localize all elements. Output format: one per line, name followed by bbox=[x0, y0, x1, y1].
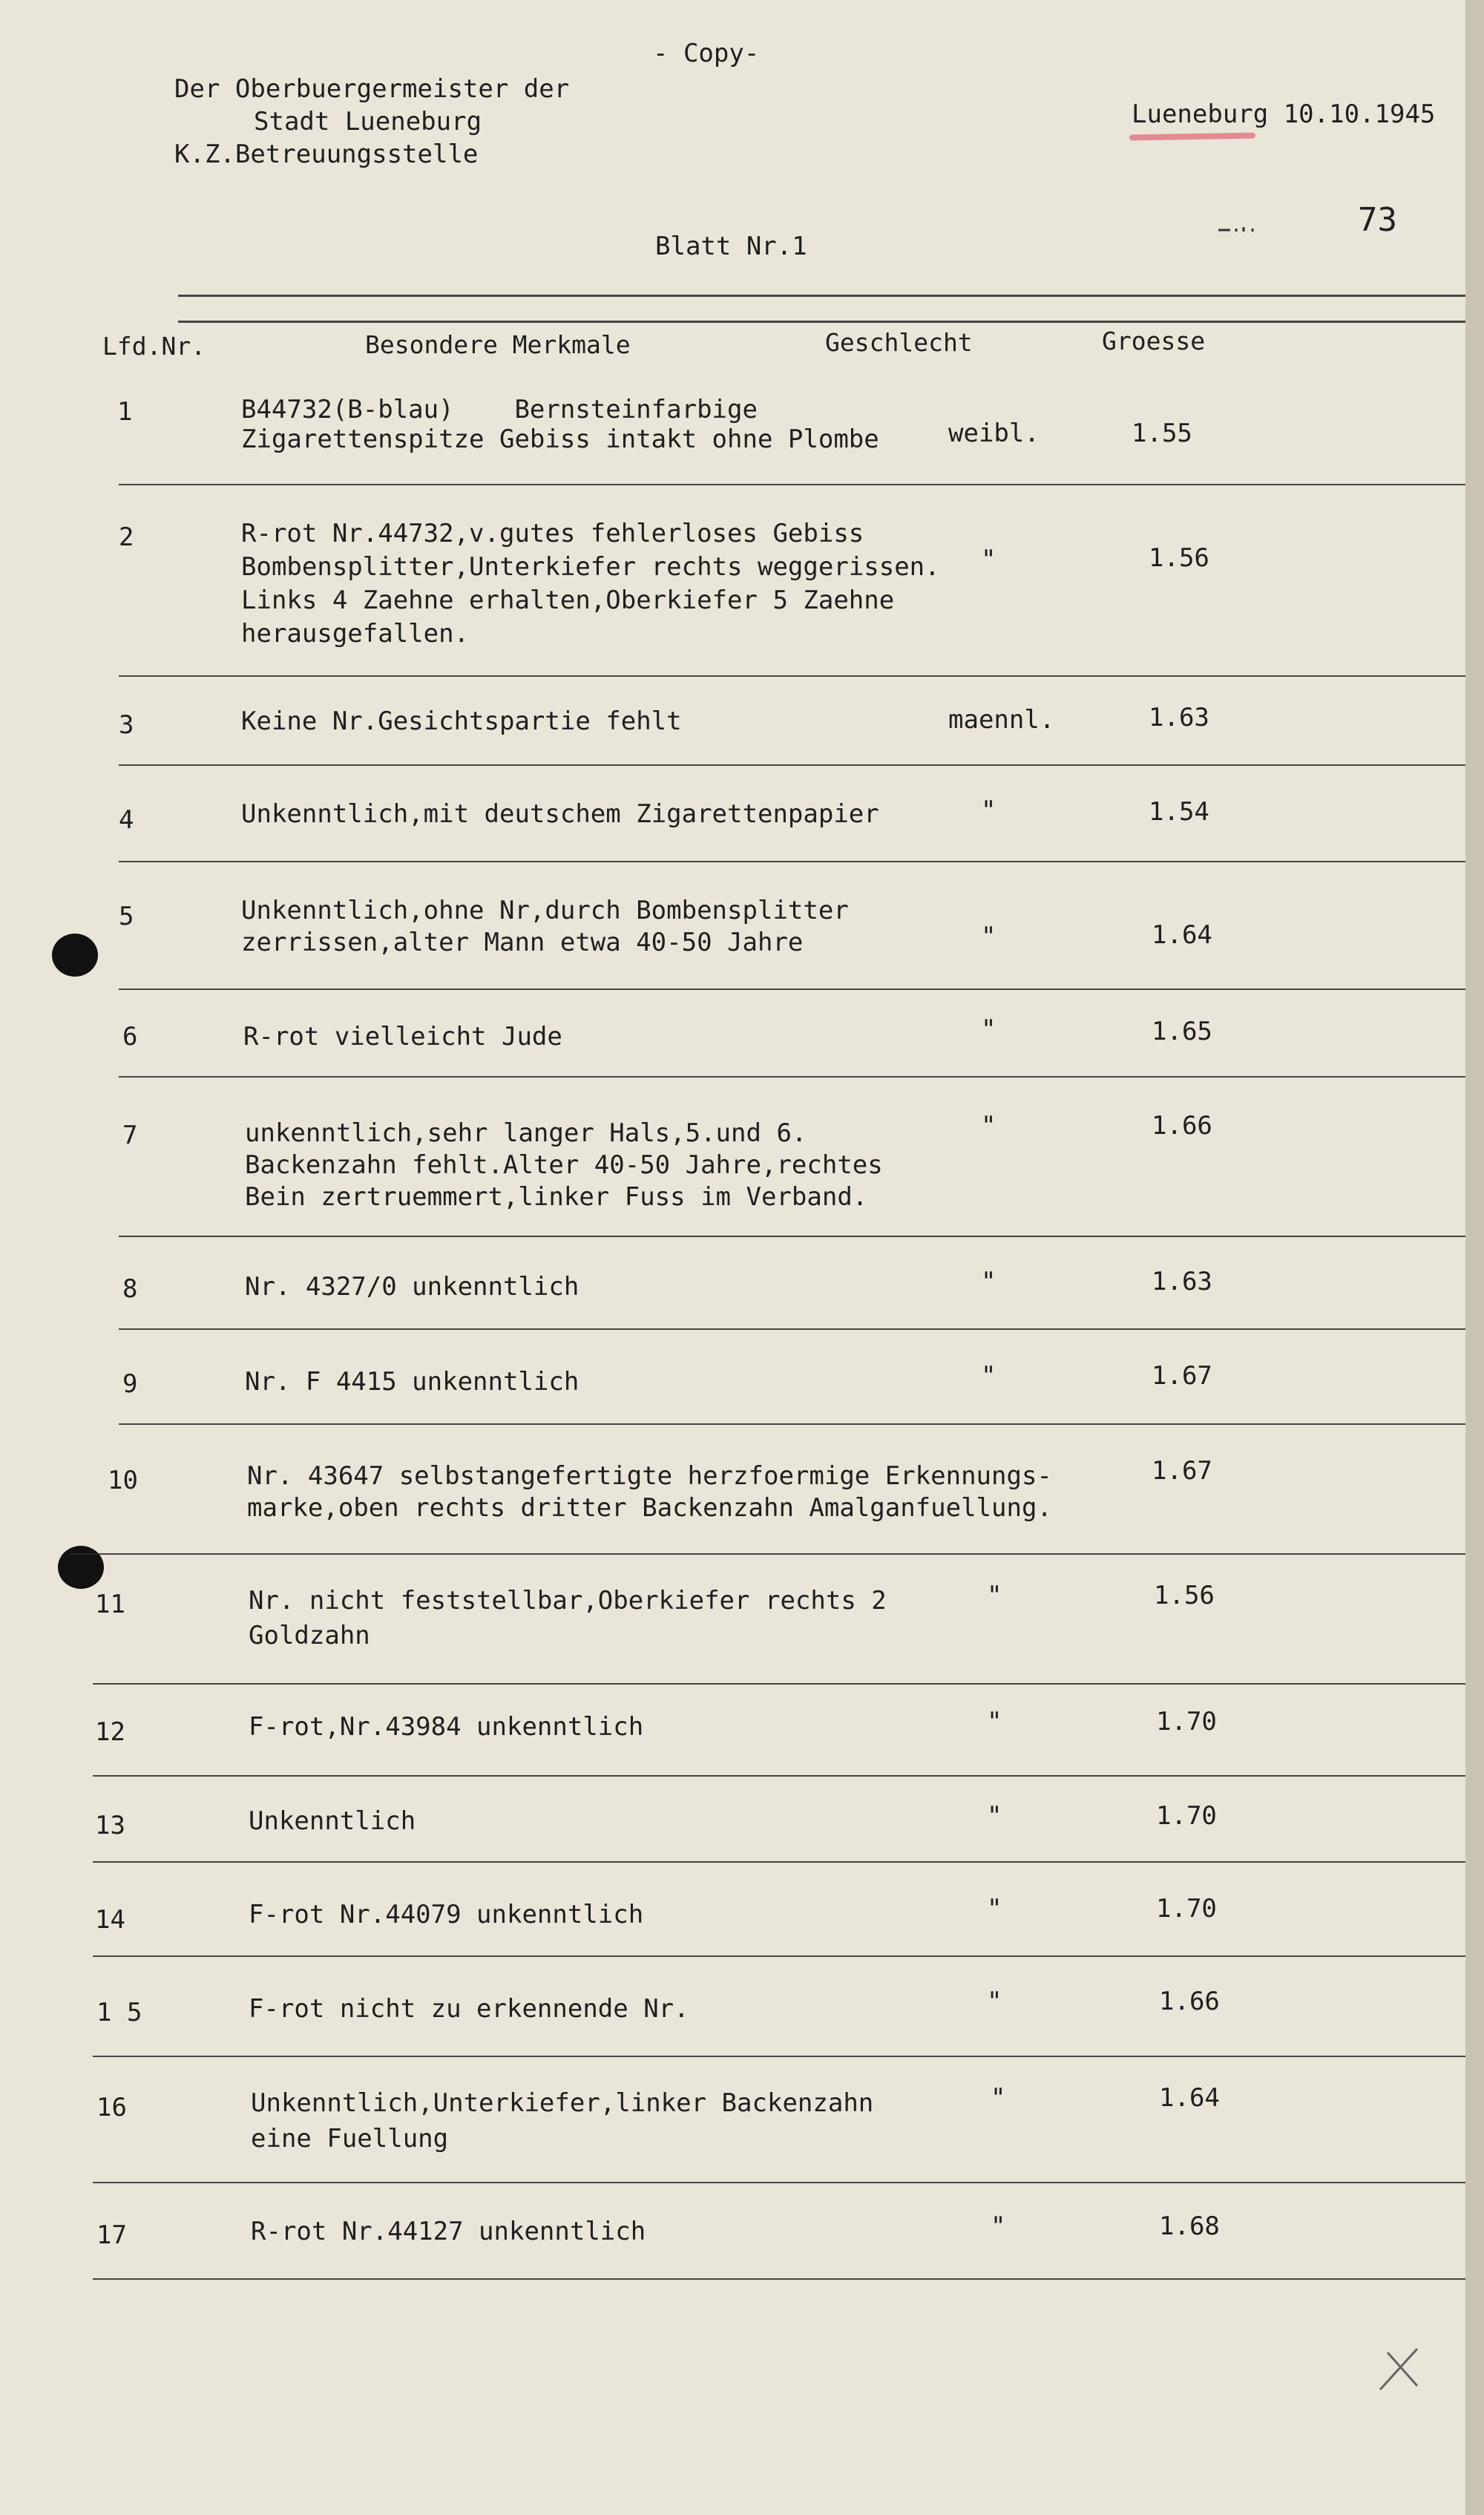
row-2-sex: " bbox=[981, 545, 997, 574]
row-divider bbox=[93, 2182, 1465, 2183]
page-edge bbox=[1465, 0, 1484, 2515]
row-11-no: 11 bbox=[95, 1590, 125, 1619]
row-10-marks-2: marke,oben rechts dritter Backenzahn Amalganfuellung. bbox=[247, 1493, 1052, 1523]
row-divider bbox=[119, 1236, 1465, 1237]
place-date: Lueneburg 10.10.1945 bbox=[1132, 99, 1436, 129]
row-divider bbox=[70, 1553, 1465, 1555]
sheet-number: Blatt Nr.1 bbox=[655, 232, 807, 261]
row-7-marks-3: Bein zertruemmert,linker Fuss im Verband. bbox=[245, 1182, 868, 1212]
sender-line-1: Der Oberbuergermeister der bbox=[174, 74, 570, 104]
row-divider bbox=[119, 1423, 1465, 1425]
row-15-marks-1: F-rot nicht zu erkennende Nr. bbox=[249, 1994, 689, 2024]
row-6-height: 1.65 bbox=[1152, 1017, 1212, 1046]
row-7-no: 7 bbox=[122, 1121, 138, 1150]
row-3-no: 3 bbox=[119, 710, 134, 740]
row-divider bbox=[119, 988, 1465, 990]
row-divider bbox=[119, 1328, 1465, 1330]
row-2-marks-3: Links 4 Zaehne erhalten,Oberkiefer 5 Zaehne bbox=[241, 586, 895, 615]
punch-hole bbox=[52, 934, 98, 977]
row-2-marks-2: Bombensplitter,Unterkiefer rechts weggerissen. bbox=[241, 552, 940, 582]
row-16-height: 1.64 bbox=[1159, 2083, 1220, 2113]
header-rule-2 bbox=[178, 321, 1465, 323]
row-divider bbox=[93, 2056, 1465, 2057]
row-11-marks-2: Goldzahn bbox=[249, 1621, 370, 1650]
row-5-marks-1: Unkenntlich,ohne Nr,durch Bombensplitter bbox=[241, 896, 849, 925]
row-2-no: 2 bbox=[119, 522, 134, 552]
row-9-height: 1.67 bbox=[1152, 1361, 1212, 1391]
row-10-marks-1: Nr. 43647 selbstangefertigte herzfoermige Erkennungs- bbox=[247, 1461, 1052, 1491]
row-3-marks-1: Keine Nr.Gesichtspartie fehlt bbox=[241, 706, 682, 736]
row-divider bbox=[119, 1076, 1465, 1078]
row-13-height: 1.70 bbox=[1156, 1801, 1217, 1831]
row-17-marks-1: R-rot Nr.44127 unkenntlich bbox=[251, 2217, 646, 2246]
row-12-no: 12 bbox=[95, 1717, 125, 1747]
row-divider bbox=[119, 675, 1465, 677]
row-8-no: 8 bbox=[122, 1274, 138, 1304]
row-1-height: 1.55 bbox=[1132, 419, 1192, 448]
row-1-no: 1 bbox=[117, 397, 133, 427]
row-17-height: 1.68 bbox=[1159, 2211, 1220, 2241]
red-underline-mark bbox=[1129, 133, 1255, 141]
row-15-sex: " bbox=[987, 1987, 1002, 2016]
row-5-sex: " bbox=[981, 922, 997, 951]
punch-hole bbox=[58, 1546, 104, 1589]
row-4-marks-1: Unkenntlich,mit deutschem Zigarettenpapier bbox=[241, 799, 879, 829]
faint-stamp-mark bbox=[1217, 223, 1261, 235]
copy-label: - Copy- bbox=[653, 39, 760, 68]
row-5-no: 5 bbox=[119, 902, 134, 931]
sender-line-3: K.Z.Betreuungsstelle bbox=[174, 140, 479, 169]
column-header-height: Groesse bbox=[1102, 327, 1206, 355]
row-2-height: 1.56 bbox=[1149, 543, 1209, 573]
row-14-height: 1.70 bbox=[1156, 1894, 1217, 1924]
row-3-sex: maennl. bbox=[948, 705, 1055, 735]
column-header-no: Lfd.Nr. bbox=[102, 332, 206, 361]
row-15-height: 1.66 bbox=[1159, 1987, 1220, 2016]
row-divider bbox=[119, 484, 1465, 485]
row-1-marks-1: B44732(B-blau) Bernsteinfarbige bbox=[241, 395, 758, 424]
row-7-marks-1: unkenntlich,sehr langer Hals,5.und 6. bbox=[245, 1118, 807, 1148]
page-number: 73 bbox=[1358, 201, 1397, 239]
row-divider bbox=[119, 764, 1465, 766]
row-12-marks-1: F-rot,Nr.43984 unkenntlich bbox=[249, 1712, 644, 1742]
row-5-marks-2: zerrissen,alter Mann etwa 40-50 Jahre bbox=[241, 928, 804, 957]
row-16-no: 16 bbox=[96, 2093, 127, 2122]
sender-line-2: Stadt Lueneburg bbox=[254, 107, 482, 137]
row-4-height: 1.54 bbox=[1149, 797, 1209, 827]
row-14-marks-1: F-rot Nr.44079 unkenntlich bbox=[249, 1900, 644, 1929]
row-8-height: 1.63 bbox=[1152, 1267, 1212, 1296]
row-13-marks-1: Unkenntlich bbox=[249, 1806, 416, 1836]
row-6-sex: " bbox=[981, 1014, 997, 1044]
row-7-height: 1.66 bbox=[1152, 1111, 1212, 1141]
row-6-marks-1: R-rot vielleicht Jude bbox=[243, 1022, 562, 1052]
row-divider bbox=[93, 2278, 1465, 2280]
row-17-sex: " bbox=[991, 2211, 1006, 2241]
row-8-marks-1: Nr. 4327/0 unkenntlich bbox=[245, 1272, 580, 1302]
row-9-sex: " bbox=[981, 1361, 997, 1391]
row-8-sex: " bbox=[981, 1267, 997, 1296]
row-12-height: 1.70 bbox=[1156, 1707, 1217, 1737]
pencil-x-mark bbox=[1373, 2338, 1432, 2397]
row-13-sex: " bbox=[987, 1801, 1002, 1831]
row-divider bbox=[93, 1861, 1465, 1863]
row-10-height: 1.67 bbox=[1152, 1456, 1212, 1486]
row-14-no: 14 bbox=[95, 1905, 125, 1935]
row-17-no: 17 bbox=[96, 2220, 127, 2250]
row-16-marks-2: eine Fuellung bbox=[251, 2124, 449, 2154]
row-14-sex: " bbox=[987, 1894, 1002, 1924]
row-16-sex: " bbox=[991, 2083, 1006, 2113]
row-2-marks-1: R-rot Nr.44732,v.gutes fehlerloses Gebiss bbox=[241, 519, 864, 548]
row-1-marks-2: Zigarettenspitze Gebiss intakt ohne Plombe bbox=[241, 424, 879, 454]
row-3-height: 1.63 bbox=[1149, 703, 1209, 732]
row-11-height: 1.56 bbox=[1154, 1581, 1215, 1610]
row-4-no: 4 bbox=[119, 805, 134, 835]
row-4-sex: " bbox=[981, 796, 997, 825]
row-9-marks-1: Nr. F 4415 unkenntlich bbox=[245, 1367, 580, 1397]
header-rule-1 bbox=[178, 295, 1465, 297]
row-divider bbox=[93, 1683, 1465, 1685]
row-6-no: 6 bbox=[122, 1022, 138, 1052]
row-11-marks-1: Nr. nicht feststellbar,Oberkiefer rechts 2 bbox=[249, 1586, 887, 1616]
row-7-marks-2: Backenzahn fehlt.Alter 40-50 Jahre,rechtes bbox=[245, 1150, 883, 1180]
row-10-no: 10 bbox=[108, 1466, 138, 1495]
row-16-marks-1: Unkenntlich,Unterkiefer,linker Backenzahn bbox=[251, 2088, 874, 2118]
row-5-height: 1.64 bbox=[1152, 920, 1212, 950]
row-15-no: 1 5 bbox=[96, 1998, 142, 2027]
row-11-sex: " bbox=[987, 1581, 1002, 1610]
column-header-marks: Besondere Merkmale bbox=[365, 330, 631, 359]
row-divider bbox=[119, 861, 1465, 862]
row-1-sex: weibl. bbox=[948, 419, 1040, 448]
column-header-sex: Geschlecht bbox=[825, 328, 973, 357]
row-divider bbox=[93, 1955, 1465, 1957]
row-7-sex: " bbox=[981, 1111, 997, 1141]
row-13-no: 13 bbox=[95, 1811, 125, 1840]
row-2-marks-4: herausgefallen. bbox=[241, 619, 470, 649]
row-12-sex: " bbox=[987, 1707, 1002, 1737]
row-divider bbox=[93, 1775, 1465, 1777]
row-9-no: 9 bbox=[122, 1369, 138, 1399]
